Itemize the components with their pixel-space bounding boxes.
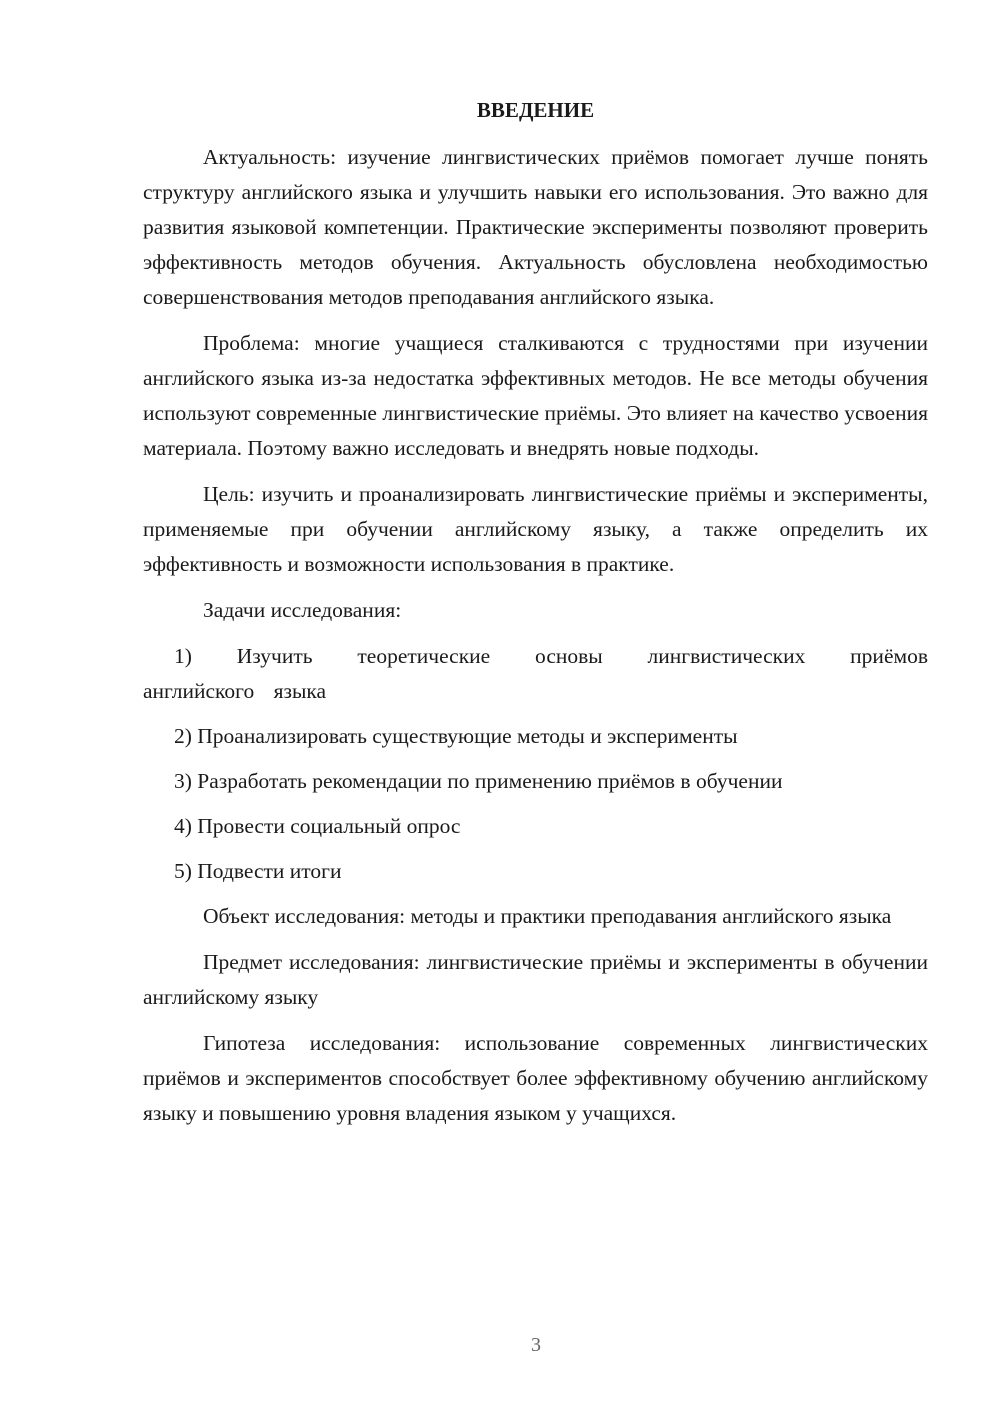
paragraph-goal: Цель: изучить и проанализировать лингвистические приёмы и эксперименты, применяемые при обучении английскому языку, а также определить их эффективность и возможности использования в практике. <box>143 482 928 576</box>
list-item: 2) Проанализировать существующие методы и эксперименты <box>174 724 738 748</box>
list-item: 1) Изучить теоретические основы лингвистических приёмов английского языка <box>143 644 928 703</box>
list-item: 4) Провести социальный опрос <box>174 814 461 838</box>
tasks-heading: Задачи исследования: <box>203 598 402 622</box>
tasks-list <box>143 639 928 889</box>
list-item: 3) Разработать рекомендации по применению приёмов в обучении <box>174 769 783 793</box>
document-body <box>143 96 928 1142</box>
paragraph-problem: Проблема: многие учащиеся сталкиваются с трудностями при изучении английского языка из-за недостатка эффективных методов. Не все методы обучения используют современные лингвистические приёмы. Это влияет на качество усвоения материала. Поэтому важно исследовать и внедрять новые подходы. <box>143 331 928 460</box>
page-number: 3 <box>531 1334 541 1356</box>
paragraph-relevance: Актуальность: изучение лингвистических приёмов помогает лучше понять структуру английского языка и улучшить навыки его использования. Это важно для развития языковой компетенции. Практические эксперименты позволяют проверить эффективность методов обучения. Актуальность обусловлена необходимостью совершенствования методов преподавания английского языка. <box>143 145 928 309</box>
paragraph-hypothesis: Гипотеза исследования: использование современных лингвистических приёмов и экспериментов способствует более эффективному обучению английскому языку и повышению уровня владения языком у учащихся. <box>143 1031 928 1125</box>
page-title: ВВЕДЕНИЕ <box>476 98 595 122</box>
paragraph-object: Объект исследования: методы и практики преподавания английского языка <box>203 904 892 928</box>
list-item: 5) Подвести итоги <box>174 859 342 883</box>
paragraph-subject: Предмет исследования: лингвистические приёмы и эксперименты в обучении английскому языку <box>143 950 928 1009</box>
